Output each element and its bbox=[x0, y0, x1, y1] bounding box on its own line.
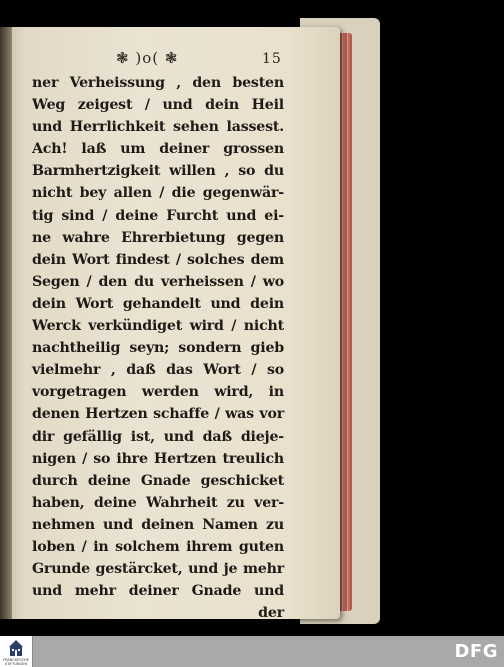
page-header bbox=[116, 49, 286, 69]
text-line: Ach! laß um deiner grossen bbox=[32, 141, 284, 158]
text-line: der bbox=[258, 605, 284, 622]
text-line: und Herrlichkeit sehen lassest. bbox=[32, 119, 284, 136]
text-line: nigen / so ihre Hertzen treulich bbox=[32, 450, 284, 467]
book-gutter bbox=[0, 27, 12, 619]
text-line: tig sind / deine Furcht und ei- bbox=[32, 207, 284, 224]
text-line: und mehr deiner Gnade und bbox=[32, 583, 284, 600]
text-line: nehmen und deinen Namen zu bbox=[32, 516, 284, 533]
text-line: denen Hertzen schaffe / was vor bbox=[32, 406, 284, 423]
text-line: dein Wort gehandelt und dein bbox=[32, 295, 284, 312]
text-line: Werck verkündiget wird / nicht bbox=[32, 318, 284, 335]
text-line: dein Wort findest / solches dem bbox=[32, 251, 284, 268]
text-line: haben, deine Wahrheit zu ver- bbox=[32, 494, 284, 511]
text-line: Weg zeigest / und dein Heil bbox=[32, 97, 284, 114]
library-caption: FRANCKESCHE STIFTUNGEN bbox=[3, 658, 29, 666]
bleed-through-shadow bbox=[152, 508, 292, 548]
text-line: durch deine Gnade geschicket bbox=[32, 472, 284, 489]
text-line: vielmehr , daß das Wort / so bbox=[32, 362, 284, 379]
text-line: ner Verheissung , den besten bbox=[32, 75, 284, 91]
text-line: Segen / den du verheissen / wo bbox=[32, 273, 284, 290]
text-line: vorgetragen werden wird, in bbox=[32, 384, 284, 401]
text-line: dir gefällig ist, und daß dieje- bbox=[32, 428, 284, 445]
header-ornament: ❃ )o( ❃ bbox=[116, 49, 179, 67]
text-line: Barmhertzigkeit willen , so du bbox=[32, 163, 284, 180]
text-line: ne wahre Ehrerbietung gegen bbox=[32, 229, 284, 246]
viewer-footer bbox=[0, 636, 504, 667]
text-line: nicht bey allen / die gegenwär- bbox=[32, 185, 284, 202]
dfg-logo[interactable]: DFG bbox=[454, 641, 498, 662]
text-line: loben / in solchem ihrem guten bbox=[32, 538, 284, 555]
text-line: Grunde gestärcket, und je mehr bbox=[32, 561, 284, 578]
page-number: 15 bbox=[262, 51, 282, 67]
text-line: nachtheilig seyn; sondern gieb bbox=[32, 340, 284, 357]
library-logo[interactable] bbox=[0, 636, 33, 667]
orphanage-building-icon bbox=[9, 639, 23, 657]
